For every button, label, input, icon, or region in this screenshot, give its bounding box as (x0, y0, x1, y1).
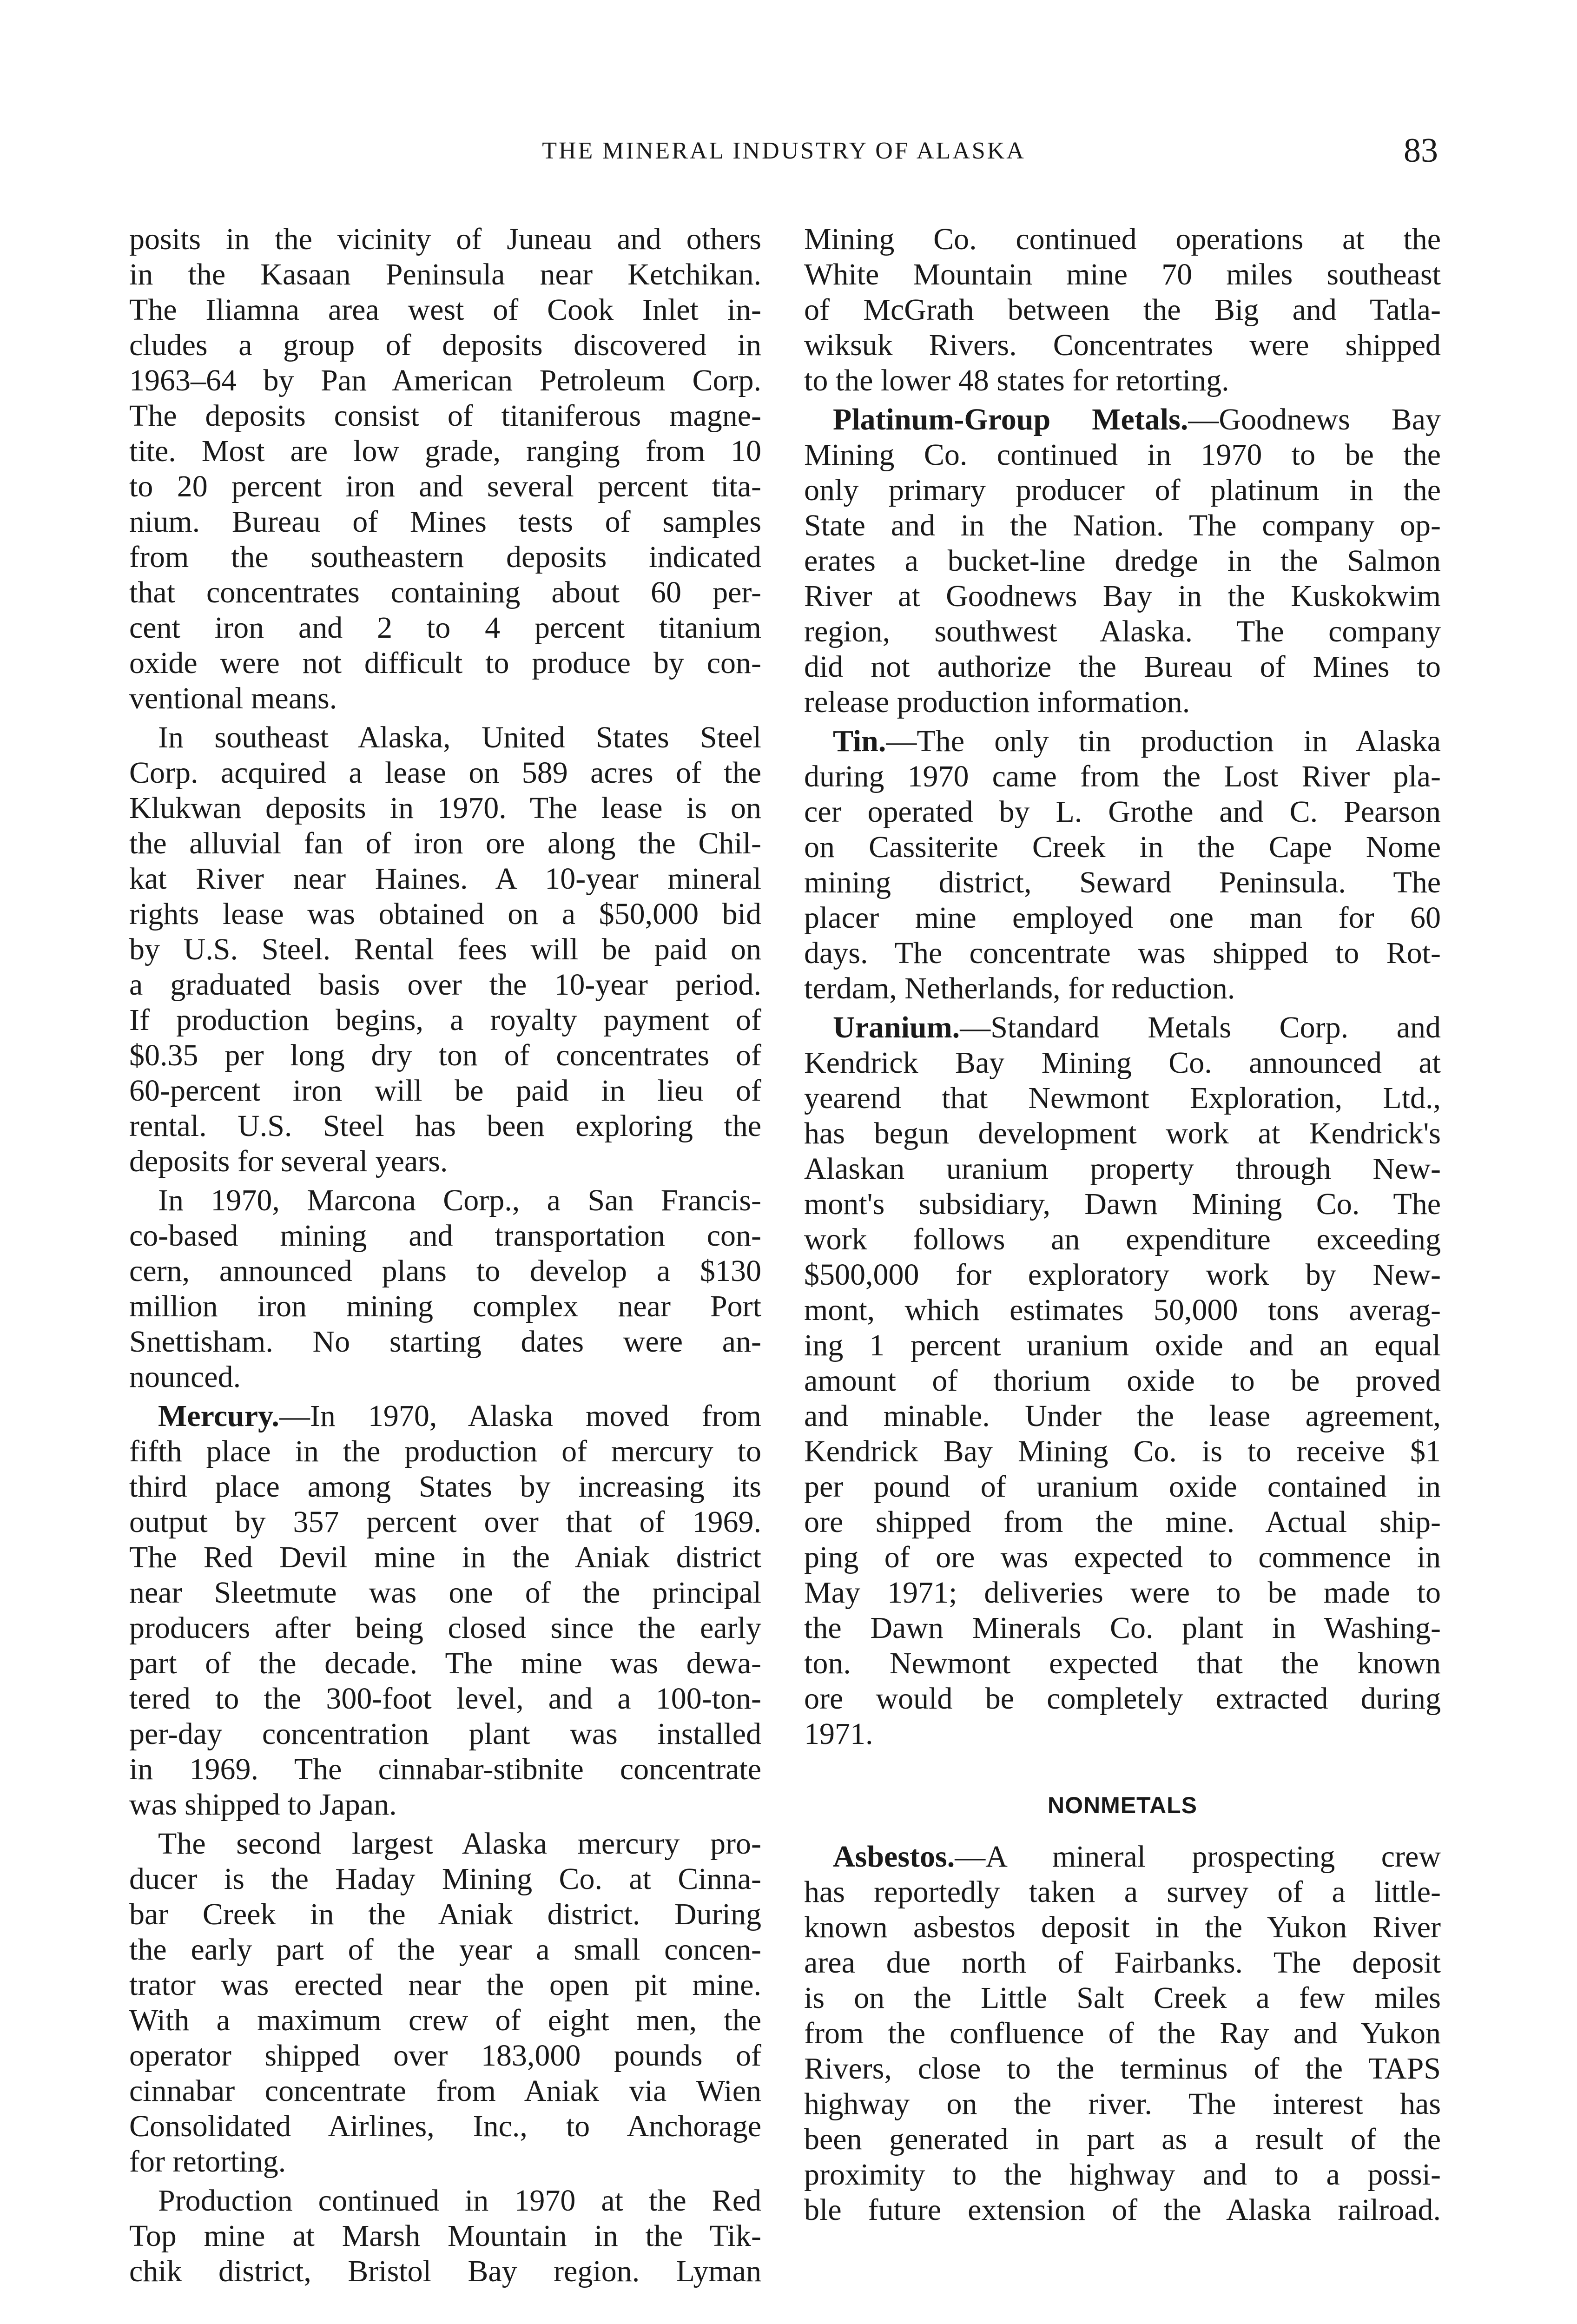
text-line: proximity to the highway and to a possi- (804, 2158, 1441, 2192)
paragraph (129, 2183, 761, 2289)
text-line: cludes a group of deposits discovered in (129, 328, 761, 362)
text-line: $500,000 for exploratory work by New- (804, 1258, 1441, 1292)
section-heading: NONMETALS (1048, 1792, 1197, 1818)
paragraph-lead-heading: Platinum-Group Metals. (833, 403, 1188, 436)
text-line: Rivers, close to the terminus of the TAPS (804, 2052, 1441, 2086)
text-line: by U.S. Steel. Rental fees will be paid on (129, 932, 761, 966)
text-line: State and in the Nation. The company op- (804, 508, 1441, 542)
text-line: third place among States by increasing its (129, 1470, 761, 1504)
text-line: per-day concentration plant was installed (129, 1717, 761, 1751)
text-line (804, 402, 1441, 437)
text-line: Kendrick Bay Mining Co. is to receive $1 (804, 1434, 1441, 1468)
text-line: Corp. acquired a lease on 589 acres of the (129, 756, 761, 790)
text-line: The second largest Alaska mercury pro- (158, 1827, 761, 1861)
text-line: kat River near Haines. A 10-year mineral (129, 862, 761, 896)
text-line: the Dawn Minerals Co. plant in Washing- (804, 1611, 1441, 1645)
text-line: deposits for several years. (129, 1144, 448, 1178)
text-line: during 1970 came from the Lost River pla- (804, 759, 1441, 793)
text-line: River at Goodnews Bay in the Kuskokwim (804, 579, 1441, 613)
paragraph-lead-heading: Uranium. (833, 1010, 960, 1044)
text-line: The deposits consist of titaniferous magne- (129, 399, 761, 433)
paragraph-lead-heading: Asbestos. (833, 1840, 955, 1874)
text-line: work follows an expenditure exceeding (804, 1222, 1441, 1256)
text-line: is on the Little Salt Creek a few miles (804, 1981, 1441, 2015)
paragraph (129, 1183, 761, 1395)
paragraph (129, 1399, 761, 1822)
text-line: mont's subsidiary, Dawn Mining Co. The (804, 1187, 1441, 1221)
text-line: Production continued in 1970 at the Red (158, 2184, 761, 2218)
text-line: from the confluence of the Ray and Yukon (804, 2016, 1441, 2050)
text-line: co-based mining and transportation con- (129, 1219, 761, 1253)
text-line: wiksuk Rivers. Concentrates were shipped (804, 328, 1441, 362)
paragraph (129, 1826, 761, 2179)
text-line: trator was erected near the open pit mine. (129, 1968, 761, 2002)
text-line: release production information. (804, 685, 1190, 719)
paragraph-lead-heading: Mercury. (158, 1399, 279, 1433)
text-line: With a maximum crew of eight men, the (129, 2003, 761, 2037)
text-line: the alluvial fan of iron ore along the Chil- (129, 826, 761, 860)
text-line: region, southwest Alaska. The company (804, 614, 1441, 648)
text-line: has reportedly taken a survey of a little- (804, 1875, 1441, 1909)
text-line: Mining Co. continued in 1970 to be the (804, 438, 1441, 472)
paragraph (804, 1839, 1441, 2228)
text-line: Top mine at Marsh Mountain in the Tik- (129, 2219, 761, 2253)
text-line: highway on the river. The interest has (804, 2087, 1441, 2121)
text-line: mont, which estimates 50,000 tons averag- (804, 1293, 1441, 1327)
paragraph (129, 222, 761, 716)
line-text: —The only tin production in Alaska (886, 724, 1441, 758)
text-line: ducer is the Haday Mining Co. at Cinna- (129, 1862, 761, 1896)
text-line: The Iliamna area west of Cook Inlet in- (129, 293, 761, 327)
text-line: days. The concentrate was shipped to Rot- (804, 936, 1441, 970)
text-line: erates a bucket-line dredge in the Salmon (804, 544, 1441, 578)
text-line: that concentrates containing about 60 per- (129, 575, 761, 609)
text-line: on Cassiterite Creek in the Cape Nome (804, 830, 1441, 864)
text-line: The Red Devil mine in the Aniak district (129, 1540, 761, 1574)
text-line: million iron mining complex near Port (129, 1289, 761, 1323)
text-line: for retorting. (129, 2145, 286, 2179)
text-line: been generated in part as a result of the (804, 2122, 1441, 2156)
line-text: —Goodnews Bay (1188, 403, 1441, 436)
line-text: —Standard Metals Corp. and (960, 1010, 1441, 1044)
text-line: the early part of the year a small concen- (129, 1933, 761, 1967)
text-line: from the southeastern deposits indicated (129, 540, 761, 574)
text-line: In southeast Alaska, United States Steel (158, 720, 761, 754)
text-line: Alaskan uranium property through New- (804, 1152, 1441, 1186)
text-line: cinnabar concentrate from Aniak via Wien (129, 2074, 761, 2108)
text-line: Consolidated Airlines, Inc., to Anchorage (129, 2109, 761, 2143)
text-line: in 1969. The cinnabar-stibnite concentrate (129, 1752, 761, 1786)
text-line: rental. U.S. Steel has been exploring the (129, 1109, 761, 1143)
text-line: ing 1 percent uranium oxide and an equal (804, 1328, 1441, 1362)
text-line: ping of ore was expected to commence in (804, 1540, 1441, 1574)
text-line: ble future extension of the Alaska railroad. (804, 2193, 1441, 2227)
text-line: 1963–64 by Pan American Petroleum Corp. (129, 363, 761, 397)
text-line: nium. Bureau of Mines tests of samples (129, 505, 761, 539)
text-line: Mining Co. continued operations at the (804, 222, 1441, 256)
text-line: to 20 percent iron and several percent tita- (129, 469, 761, 503)
text-line: and minable. Under the lease agreement, (804, 1399, 1441, 1433)
text-line: cern, announced plans to develop a $130 (129, 1254, 761, 1288)
text-line: yearend that Newmont Exploration, Ltd., (804, 1081, 1441, 1115)
text-line: cer operated by L. Grothe and C. Pearson (804, 795, 1441, 829)
text-line: to the lower 48 states for retorting. (804, 363, 1229, 397)
paragraph (804, 222, 1441, 398)
text-line: tite. Most are low grade, ranging from 10 (129, 434, 761, 468)
text-line: ore would be completely extracted during (804, 1682, 1441, 1716)
running-title: THE MINERAL INDUSTRY OF ALASKA (542, 138, 1026, 164)
text-line: only primary producer of platinum in the (804, 473, 1441, 507)
text-line: part of the decade. The mine was dewa- (129, 1646, 761, 1680)
text-line: did not authorize the Bureau of Mines to (804, 650, 1441, 684)
text-line: near Sleetmute was one of the principal (129, 1576, 761, 1610)
paragraph (804, 1010, 1441, 1752)
paragraph (804, 402, 1441, 720)
text-line: producers after being closed since the early (129, 1611, 761, 1645)
text-line: Klukwan deposits in 1970. The lease is on (129, 791, 761, 825)
text-line: cent iron and 2 to 4 percent titanium (129, 611, 761, 645)
text-line: a graduated basis over the 10-year period. (129, 968, 761, 1002)
text-line: operator shipped over 183,000 pounds of (129, 2039, 761, 2073)
text-line: known asbestos deposit in the Yukon River (804, 1910, 1441, 1944)
right-column (804, 222, 1441, 2232)
text-line: area due north of Fairbanks. The deposit (804, 1946, 1441, 1980)
paragraph (804, 724, 1441, 1006)
paragraph (129, 720, 761, 1179)
text-line: terdam, Netherlands, for reduction. (804, 971, 1235, 1005)
text-line (129, 1399, 761, 1434)
text-line: in the Kasaan Peninsula near Ketchikan. (129, 257, 761, 291)
text-line: 1971. (804, 1717, 873, 1751)
text-line: Kendrick Bay Mining Co. announced at (804, 1046, 1441, 1080)
text-line: tered to the 300-foot level, and a 100-ton- (129, 1682, 761, 1716)
text-line: output by 357 percent over that of 1969. (129, 1505, 761, 1539)
text-line: In 1970, Marcona Corp., a San Francis- (158, 1183, 761, 1217)
text-line: placer mine employed one man for 60 (804, 901, 1441, 935)
text-line: May 1971; deliveries were to be made to (804, 1576, 1441, 1610)
text-line (804, 1010, 1441, 1045)
text-line: If production begins, a royalty payment of (129, 1003, 761, 1037)
line-text: —In 1970, Alaska moved from (279, 1399, 761, 1433)
text-line: 60-percent iron will be paid in lieu of (129, 1074, 761, 1108)
text-line: per pound of uranium oxide contained in (804, 1470, 1441, 1504)
text-line: amount of thorium oxide to be proved (804, 1364, 1441, 1398)
text-line: ventional means. (129, 681, 337, 715)
text-line: $0.35 per long dry ton of concentrates of (129, 1038, 761, 1072)
text-line: posits in the vicinity of Juneau and others (129, 222, 761, 256)
text-line (804, 1839, 1441, 1875)
text-line: oxide were not difficult to produce by con- (129, 646, 761, 680)
paragraph-lead-heading: Tin. (833, 724, 886, 758)
text-line: chik district, Bristol Bay region. Lyman (129, 2254, 761, 2288)
page-header (0, 132, 1577, 172)
text-line: bar Creek in the Aniak district. During (129, 1897, 761, 1931)
text-line: rights lease was obtained on a $50,000 bid (129, 897, 761, 931)
text-line: has begun development work at Kendrick's (804, 1116, 1441, 1150)
text-line: ore shipped from the mine. Actual ship- (804, 1505, 1441, 1539)
text-line: White Mountain mine 70 miles southeast (804, 257, 1441, 291)
text-line: ton. Newmont expected that the known (804, 1646, 1441, 1680)
text-line: nounced. (129, 1360, 241, 1394)
line-text: —A mineral prospecting crew (955, 1840, 1441, 1874)
text-line: of McGrath between the Big and Tatla- (804, 293, 1441, 327)
text-line: Snettisham. No starting dates were an- (129, 1325, 761, 1359)
page-number: 83 (1404, 132, 1438, 170)
text-line: was shipped to Japan. (129, 1788, 397, 1822)
left-column (129, 222, 761, 2293)
text-line: fifth place in the production of mercury to (129, 1434, 761, 1468)
text-line (804, 724, 1441, 759)
text-line: mining district, Seward Peninsula. The (804, 865, 1441, 899)
